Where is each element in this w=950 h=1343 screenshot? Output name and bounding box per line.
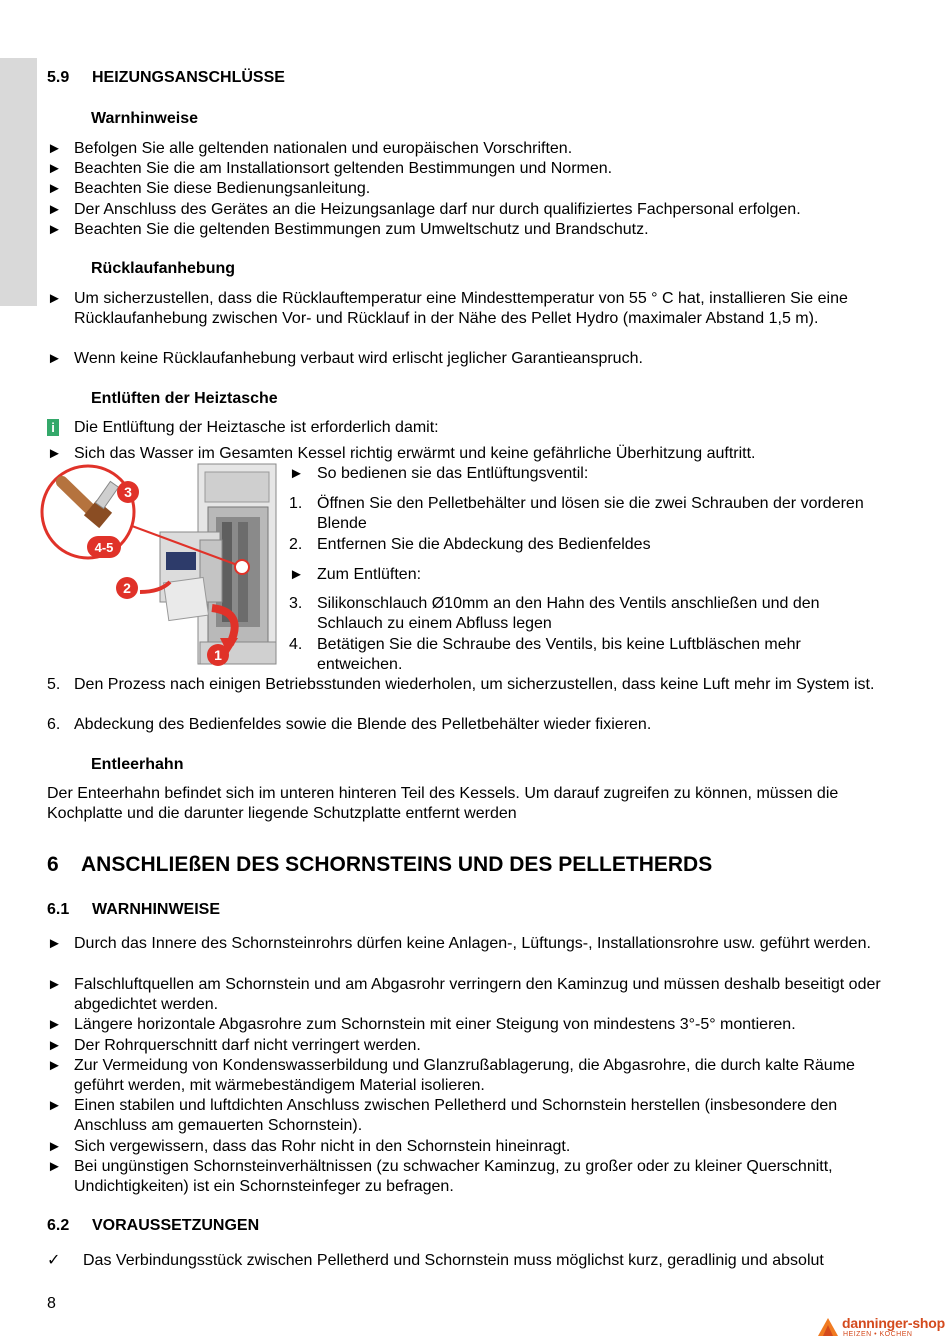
sidebar-tab: [0, 58, 37, 306]
list-item: ► Zum Entlüften:: [289, 566, 422, 583]
subheading-entlueften: Entlüften der Heiztasche: [91, 390, 278, 407]
list-item: ► Befolgen Sie alle geltenden nationalen und europäischen Vorschriften.: [47, 140, 573, 157]
list-item: ✓ Das Verbindungsstück zwischen Pelletherd und Schornstein muss möglichst kurz, geradlinig und absolut: [47, 1252, 824, 1269]
subheading-ruecklaufanhebung: Rücklaufanhebung: [91, 260, 236, 277]
list-item: ► Beachten Sie diese Bedienungsanleitung.: [47, 180, 371, 197]
list-item: ► Um sicherzustellen, dass die Rücklauftemperatur eine Mindesttemperatur von 55 ° C hat, installieren Sie eine Rücklaufanhebung zwischen Vor- und Rücklauf in der Nähe des Pellet Hydro (maximaler Abstand 1,5 m).: [47, 290, 848, 327]
checkmark-icon: ✓: [47, 1252, 61, 1269]
list-item: ► Beachten Sie die am Installationsort geltenden Bestimmungen und Normen.: [47, 160, 613, 177]
chapter-heading-6: 6 ANSCHLIEßEN DES SCHORNSTEINS UND DES PELLETHERDS: [47, 853, 713, 876]
page-number: 8: [47, 1295, 56, 1312]
section-heading-6-2: 6.2 VORAUSSETZUNGEN: [47, 1217, 260, 1234]
list-item: 1. Öffnen Sie den Pelletbehälter und lösen sie die zwei Schrauben der vorderen Blende: [289, 495, 864, 532]
danninger-shop-logo: danninger-shop HEIZEN • KOCHEN: [816, 1314, 946, 1342]
venting-valve-illustration: [40, 462, 280, 674]
section-heading-5-9: 5.9 HEIZUNGSANSCHLÜSSE: [47, 69, 285, 86]
list-item: ► Der Rohrquerschnitt darf nicht verringert werden.: [47, 1037, 421, 1054]
list-item: 6. Abdeckung des Bedienfeldes sowie die Blende des Pelletbehälter wieder fixieren.: [47, 716, 652, 733]
callout-1: 1: [214, 647, 222, 663]
list-item: 5. Den Prozess nach einigen Betriebsstunden wiederholen, um sicherzustellen, dass keine Luft mehr im System ist.: [47, 676, 875, 693]
list-item: ► Falschluftquellen am Schornstein und am Abgasrohr verringern den Kaminzug und müssen deshalb beseitigt oder abgedichtet werden.: [47, 976, 881, 1013]
list-item: ► Der Anschluss des Gerätes an die Heizungsanlage darf nur durch qualifiziertes Fachpersonal erfolgen.: [47, 201, 801, 218]
subheading-warnhinweise: Warnhinweise: [91, 110, 198, 127]
list-item: ► Durch das Innere des Schornsteinrohrs dürfen keine Anlagen-, Lüftungs-, Installationsrohre usw. geführt werden.: [47, 935, 871, 952]
paragraph: Der Enteerhahn befindet sich im unteren hinteren Teil des Kessels. Um darauf zugreifen zu können, müssen die Kochplatte und die darunter liegende Schutzplatte entfernt werden: [47, 785, 839, 822]
list-item: 3. Silikonschlauch Ø10mm an den Hahn des Ventils anschließen und den Schlauch zu einem Abfluss legen: [289, 595, 820, 632]
subheading-entleerhahn: Entleerhahn: [91, 756, 184, 773]
callout-4-5: 4-5: [94, 540, 114, 555]
list-item: 2. Entfernen Sie die Abdeckung des Bedienfeldes: [289, 536, 651, 553]
section-heading-6-1: 6.1 WARNHINWEISE: [47, 901, 220, 918]
list-item: ► Zur Vermeidung von Kondenswasserbildung und Glanzrußablagerung, die Abgasrohre, die durch kalte Räume geführt werden, mit wärmebeständigem Material isolieren.: [47, 1057, 855, 1094]
list-item: ► Längere horizontale Abgasrohre zum Schornstein mit einer Steigung von mindestens 3°-5° montieren.: [47, 1016, 796, 1033]
stove-diagram: [40, 462, 280, 674]
list-item: ► Sich das Wasser im Gesamten Kessel richtig erwärmt und keine gefährliche Überhitzung auftritt.: [47, 445, 756, 462]
info-note: i Die Entlüftung der Heiztasche ist erforderlich damit:: [47, 418, 897, 438]
list-item: ► Sich vergewissern, dass das Rohr nicht in den Schornstein hineinragt.: [47, 1138, 571, 1155]
callout-2: 2: [123, 580, 131, 596]
list-item: ► So bedienen sie das Entlüftungsventil:: [289, 465, 589, 482]
info-icon: i: [47, 419, 59, 436]
list-item: ► Einen stabilen und luftdichten Anschluss zwischen Pelletherd und Schornstein herstellen (insbesondere den Anschluss am gemauerten Schornstein).: [47, 1097, 838, 1134]
list-item: ► Wenn keine Rücklaufanhebung verbaut wird erlischt jeglicher Garantieanspruch.: [47, 350, 643, 367]
list-item: ► Beachten Sie die geltenden Bestimmungen zum Umweltschutz und Brandschutz.: [47, 221, 649, 238]
flame-icon: [816, 1316, 840, 1338]
callout-3: 3: [124, 484, 132, 500]
list-item: 4. Betätigen Sie die Schraube des Ventils, bis keine Luftbläschen mehr entweichen.: [289, 636, 801, 673]
list-item: ► Bei ungünstigen Schornsteinverhältnissen (zu schwacher Kaminzug, zu großer oder zu kleiner Querschnitt, Undichtigkeiten) ist ein Schornsteinfeger zu befragen.: [47, 1158, 833, 1195]
display-panel: [166, 552, 196, 570]
